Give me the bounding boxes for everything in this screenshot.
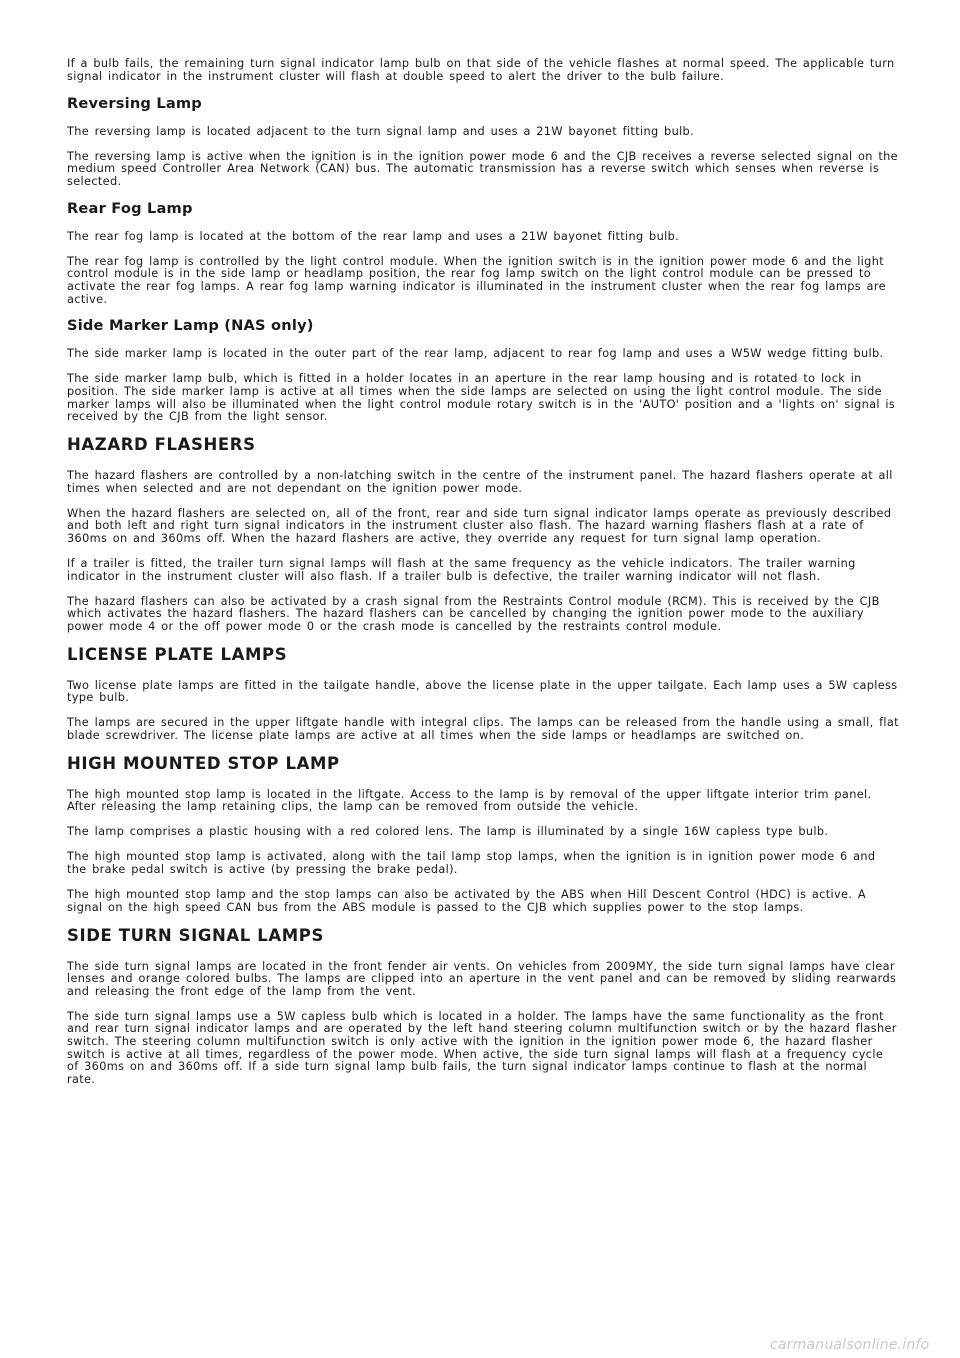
paragraph: The high mounted stop lamp is located in the liftgate. Access to the lamp is by removal of the upper liftgate interior trim panel. After releasing the lamp retaining clips, the lamp can be removed from outside the vehicle. xyxy=(67,787,872,814)
paragraph: The high mounted stop lamp and the stop lamps can also be activated by the ABS when Hill Descent Control (HDC) is active. A signal on the high speed CAN bus from the ABS module is passed to the CJB which supplies power to the stop lamps. xyxy=(67,888,866,914)
paragraph: The rear fog lamp is controlled by the light control module. When the ignition switch is in the ignition power mode 6 and the light control module is in the side lamp or headlamp position, the rear fog lamp switch on the light control module can be pressed to activate the rear fog lamps. A rear fog lamp warning indicator is illuminated in the instrument cluster when the rear fog lamps are active. xyxy=(67,254,886,306)
paragraph: Two license plate lamps are fitted in the tailgate handle, above the license plate in the upper tailgate. Each lamp uses a 5W capless type bulb. xyxy=(67,678,898,705)
paragraph: The side marker lamp is located in the outer part of the rear lamp, adjacent to rear fog lamp and uses a W5W wedge fitting bulb. xyxy=(67,347,884,361)
paragraph: If a trailer is fitted, the trailer turn signal lamps will flash at the same frequency as the vehicle indicators. The trailer warning indicator in the instrument cluster will also flash. If a trailer bulb is defective, the trailer warning indicator will not flash. xyxy=(67,556,856,583)
paragraph: The side marker lamp bulb, which is fitted in a holder locates in an aperture in the rear lamp housing and is rotated to lock in position. The side marker lamp is active at all times when the side lamps are selected on using the light control module. The side marker lamps will also be illuminated when the light control module rotary switch is in the 'AUTO' position and a 'lights on' signal is received by the CJB from the light sensor. xyxy=(67,372,896,424)
section-heading: HIGH MOUNTED STOP LAMP xyxy=(67,753,340,773)
paragraph: The hazard flashers can also be activated by a crash signal from the Restraints Control module (RCM). This is received by the CJB which activates the hazard flashers. The hazard flashers can be cancelled by changing the ignition power mode to the auxiliary power mode 4 or the off power mode 0 or the crash mode is cancelled by the restraints control module. xyxy=(67,594,880,633)
paragraph: The side turn signal lamps are located in the front fender air vents. On vehicles from 2009MY, the side turn signal lamps have clear lenses and orange colored bulbs. The lamps are clipped into an aperture in the vent panel and can be removed by sliding rearwards and releasing the front edge of the lamp from the vent. xyxy=(67,959,897,998)
subsection-heading: Side Marker Lamp (NAS only) xyxy=(67,317,314,335)
section-heading: HAZARD FLASHERS xyxy=(67,435,256,455)
subsection-heading: Rear Fog Lamp xyxy=(67,199,193,217)
paragraph: The high mounted stop lamp is activated, along with the tail lamp stop lamps, when the ignition is in ignition power mode 6 and the brake pedal switch is active (by pressing the brake pedal). xyxy=(67,850,876,877)
watermark: carmanualsonline.info xyxy=(770,1337,930,1353)
paragraph: The lamp comprises a plastic housing with a red colored lens. The lamp is illuminated by a single 16W capless type bulb. xyxy=(67,825,829,839)
paragraph: When the hazard flashers are selected on, all of the front, rear and side turn signal indicator lamps operate as previously described and both left and right turn signal indicators in the instrument cluster also flash. The hazard warning flashers flash at a rate of 360ms on and 360ms off. When the hazard flashers are active, they override any request for turn signal lamp operation. xyxy=(67,506,892,545)
section-heading: SIDE TURN SIGNAL LAMPS xyxy=(67,925,324,945)
paragraph: The hazard flashers are controlled by a non-latching switch in the centre of the instrument panel. The hazard flashers operate at all times when selected and are not dependant on the ignition power mode. xyxy=(67,469,893,495)
paragraph: The reversing lamp is active when the ignition is in the ignition power mode 6 and the CJB receives a reverse selected signal on the medium speed Controller Area Network (CAN) bus. The automatic transmission has a reverse switch which senses when reverse is selected. xyxy=(67,149,898,188)
section-heading: LICENSE PLATE LAMPS xyxy=(67,644,288,664)
paragraph: If a bulb fails, the remaining turn signal indicator lamp bulb on that side of the vehicle flashes at normal speed. The applicable turn signal indicator in the instrument cluster will flash at double speed to alert the driver to the bulb failure. xyxy=(67,57,895,83)
paragraph: The lamps are secured in the upper liftgate handle with integral clips. The lamps can be released from the handle using a small, flat blade screwdriver. The license plate lamps are active at all times when the side lamps or headlamps are switched on. xyxy=(67,716,899,742)
document-body xyxy=(67,58,899,1099)
subsection-heading: Reversing Lamp xyxy=(67,94,202,112)
paragraph: The side turn signal lamps use a 5W capless bulb which is located in a holder. The lamps have the same functionality as the front and rear turn signal indicator lamps and are operated by the left hand steering column multifunction switch or by the hazard flasher switch. The steering column multifunction switch is only active with the ignition in the ignition power mode 6, the hazard flasher switch is active at all times, regardless of the power mode. When active, the side turn signal lamps will flash at a frequency cycle of 360ms on and 360ms off. If a side turn signal lamp bulb fails, the turn signal indicator lamps continue to flash at the normal rate. xyxy=(67,1009,897,1086)
paragraph: The rear fog lamp is located at the bottom of the rear lamp and uses a 21W bayonet fitting bulb. xyxy=(67,229,680,243)
paragraph: The reversing lamp is located adjacent to the turn signal lamp and uses a 21W bayonet fitting bulb. xyxy=(67,124,695,138)
